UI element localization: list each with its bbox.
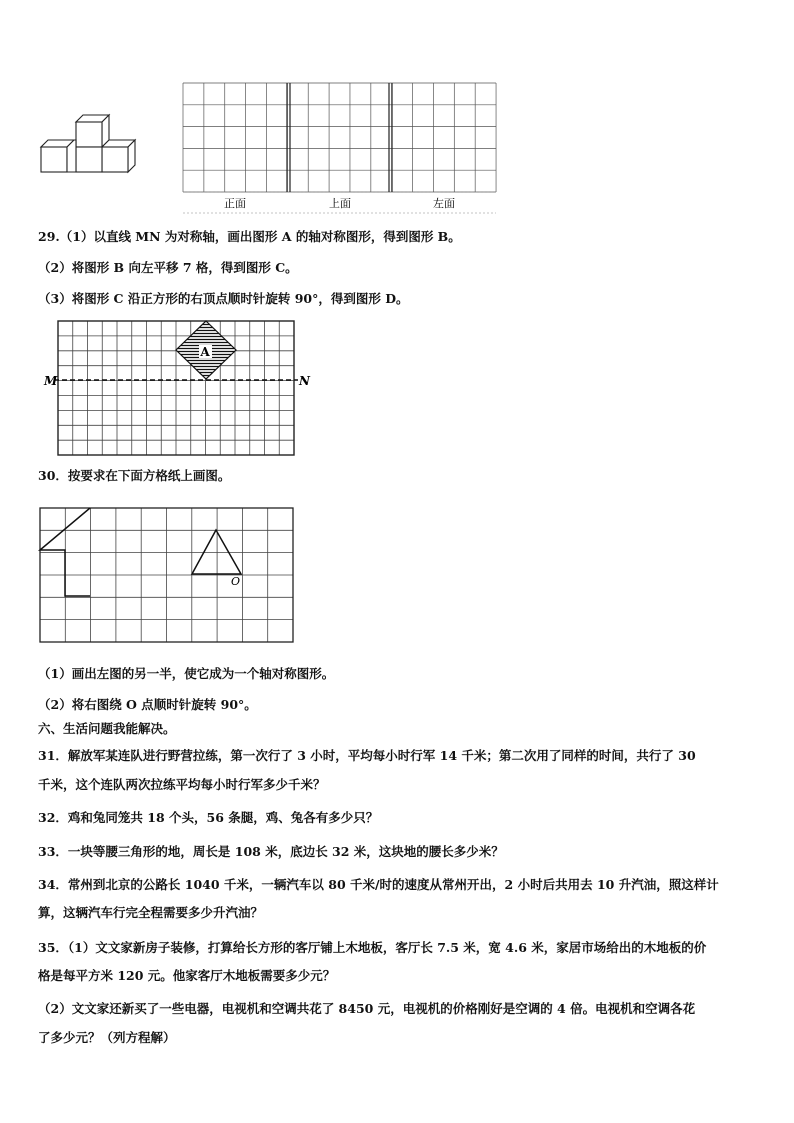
q33-text: 33．一块等腰三角形的地，周长是 108 米，底边长 32 米，这块地的腰长多少米？ xyxy=(38,844,504,859)
symmetry-grid xyxy=(40,320,312,458)
shape-label-a: A xyxy=(200,345,210,359)
section6-title: 六、生活问题我能解决。 xyxy=(38,721,176,736)
cube-figure xyxy=(38,104,143,184)
q30-part1: （1）画出左图的另一半，使它成为一个轴对称图形。 xyxy=(38,666,335,681)
view-label-top: 上面 xyxy=(329,197,351,210)
q31-line1: 31．解放军某连队进行野营拉练，第一次行了 3 小时，平均每小时行军 14 千米；第二次用了同样的时间，共行了 30 xyxy=(38,748,696,763)
view-label-left: 左面 xyxy=(433,197,455,210)
q29-part1: 29.（1）以直线 MN 为对称轴，画出图形 A 的轴对称图形，得到图形 B。 xyxy=(38,229,461,244)
three-views-grid xyxy=(183,83,497,213)
view-label-front: 正面 xyxy=(224,197,246,210)
q35-line1: 35．（1）文文家新房子装修，打算给长方形的客厅铺上木地板，客厅长 7.5 米，宽 4.6 米，家居市场给出的木地板的价 xyxy=(38,940,707,955)
q29-part2: （2）将图形 B 向左平移 7 格，得到图形 C。 xyxy=(38,260,298,275)
q34-line2: 算，这辆汽车行完全程需要多少升汽油？ xyxy=(38,905,264,920)
q32-text: 32．鸡和兔同笼共 18 个头，56 条腿，鸡、兔各有多少只？ xyxy=(38,810,379,825)
axis-label-m: M xyxy=(44,374,58,388)
triangle-figure xyxy=(192,530,241,574)
point-o-label: O xyxy=(231,575,241,588)
q31-line2: 千米，这个连队两次拉练平均每小时行军多少千米？ xyxy=(38,777,326,792)
axis-label-n: N xyxy=(299,374,310,388)
q35-line2: 格是每平方米 120 元。他家客厅木地板需要多少元？ xyxy=(38,968,336,983)
q35-line4: 了多少元？（列方程解） xyxy=(38,1030,176,1045)
q29-part3: （3）将图形 C 沿正方形的右顶点顺时针旋转 90°，得到图形 D。 xyxy=(38,291,409,306)
q30-title: 30．按要求在下面方格纸上画图。 xyxy=(38,468,231,483)
q30-part2: （2）将右图绕 O 点顺时针旋转 90°。 xyxy=(38,697,257,712)
q34-line1: 34．常州到北京的公路长 1040 千米，一辆汽车以 80 千米/时的速度从常州开出，2 小时后共用去 10 升汽油，照这样计 xyxy=(38,877,719,892)
q35-line3: （2）文文家还新买了一些电器，电视机和空调共花了 8450 元，电视机的价格刚好是空调的 4 倍。电视机和空调各花 xyxy=(38,1001,696,1016)
drawing-grid xyxy=(40,508,296,644)
